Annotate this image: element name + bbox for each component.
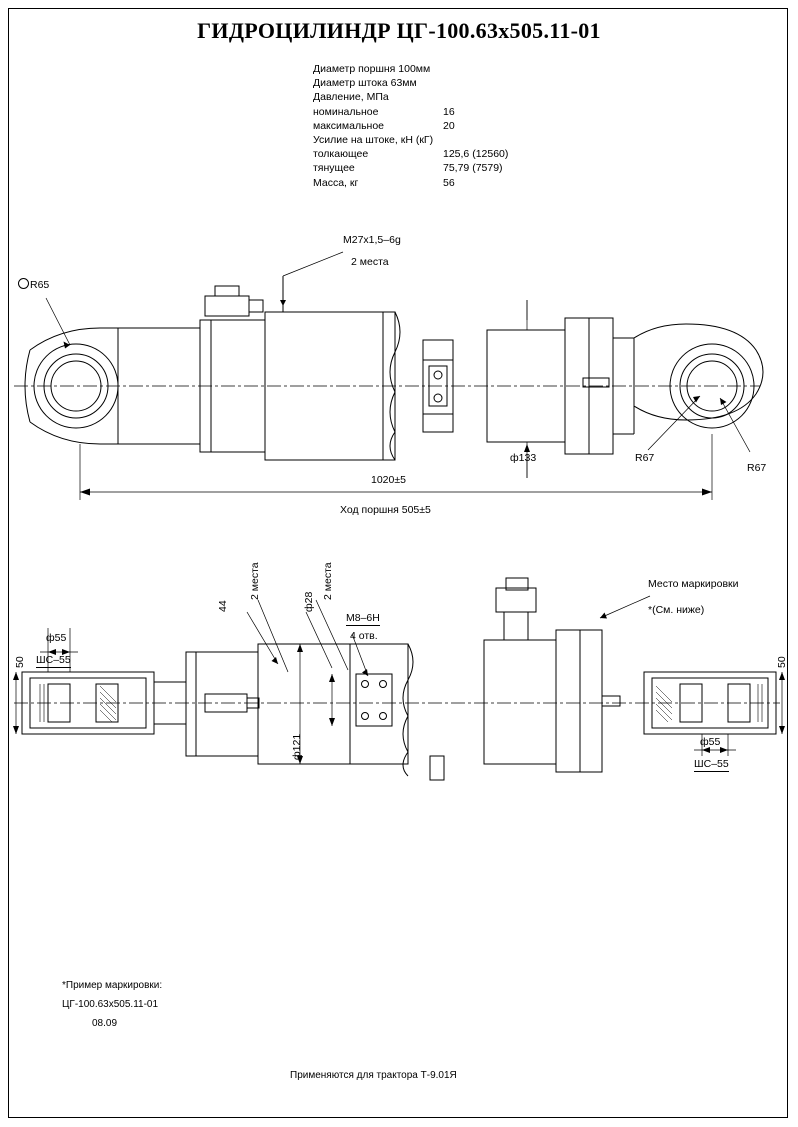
label-r65 bbox=[18, 278, 49, 291]
spec-value: 16 bbox=[443, 105, 455, 118]
label-dia133: ф133 bbox=[510, 452, 537, 464]
port-fitting-top bbox=[205, 276, 286, 316]
label-shs55-right: ШС–55 bbox=[694, 758, 729, 770]
dim-dia28 bbox=[306, 612, 335, 726]
leader-44 bbox=[247, 612, 278, 664]
label-50-left: 50 bbox=[14, 656, 26, 668]
label-r67-right: R67 bbox=[747, 462, 767, 474]
label-shs55-left: ШС–55 bbox=[36, 654, 71, 666]
label-thread-m27: М27х1,5–6g bbox=[343, 234, 401, 246]
spec-label: Давление, МПа bbox=[313, 91, 389, 104]
right-rod-eye bbox=[613, 324, 763, 434]
spec-label: толкающее bbox=[313, 148, 369, 161]
spec-label: Диаметр штока 63мм bbox=[313, 77, 417, 90]
label-2places-2: 2 места bbox=[322, 562, 334, 600]
leader-r67-right bbox=[720, 398, 750, 452]
page-title: ГИДРОЦИЛИНДР ЦГ-100.63х505.11-01 bbox=[197, 18, 601, 43]
leader-r65 bbox=[46, 298, 70, 349]
label-2places-1: 2 места bbox=[249, 562, 261, 600]
marking-example-title: *Пример маркировки: bbox=[62, 980, 163, 991]
bottom-cap bbox=[484, 578, 620, 772]
marking-example-line2: 08.09 bbox=[92, 1018, 118, 1029]
label-r65-text: R65 bbox=[30, 279, 50, 291]
spec-label: тянущее bbox=[313, 162, 355, 175]
bottom-rod bbox=[154, 652, 259, 756]
label-marking-place: Место маркировки bbox=[648, 578, 739, 590]
bottom-barrel bbox=[258, 644, 408, 764]
break-line-bottom bbox=[403, 644, 444, 780]
spec-label: Диаметр поршня 100мм bbox=[313, 63, 431, 75]
label-stroke: Ход поршня 505±5 bbox=[340, 504, 431, 516]
spec-label: Усилие на штоке, кН (кГ) bbox=[313, 133, 434, 146]
label-thread-m27-places: 2 места bbox=[351, 256, 389, 268]
marking-example-line1: ЦГ-100.63х505.11-01 bbox=[62, 999, 159, 1010]
label-thread-m8: М8–6Н bbox=[346, 612, 380, 624]
spec-value: 125,6 (12560) bbox=[443, 148, 509, 161]
label-dia55-left: ф55 bbox=[46, 632, 67, 644]
leader-marking-place bbox=[600, 596, 650, 619]
label-dia55-right: ф55 bbox=[700, 736, 721, 748]
leader-2places-2 bbox=[316, 600, 348, 670]
label-dia28: ф28 bbox=[303, 591, 315, 612]
label-holes-4: 4 отв. bbox=[350, 630, 378, 642]
spec-label: Масса, кг bbox=[313, 176, 359, 189]
label-dia121: ф121 bbox=[291, 733, 303, 760]
spec-label: максимальное bbox=[313, 119, 385, 132]
label-44: 44 bbox=[217, 600, 229, 612]
label-r67-left: R67 bbox=[635, 452, 655, 464]
spec-value: 56 bbox=[443, 176, 455, 189]
label-marking-ref: *(См. ниже) bbox=[648, 604, 705, 616]
leader-m27 bbox=[283, 252, 343, 276]
label-total-length: 1020±5 bbox=[371, 474, 406, 486]
spec-value: 75,79 (7579) bbox=[443, 162, 503, 175]
application-note: Применяются для трактора Т-9.01Я bbox=[290, 1070, 457, 1081]
spec-value: 20 bbox=[443, 119, 455, 132]
label-50-right: 50 bbox=[776, 656, 788, 668]
spec-label: номинальное bbox=[313, 105, 379, 118]
